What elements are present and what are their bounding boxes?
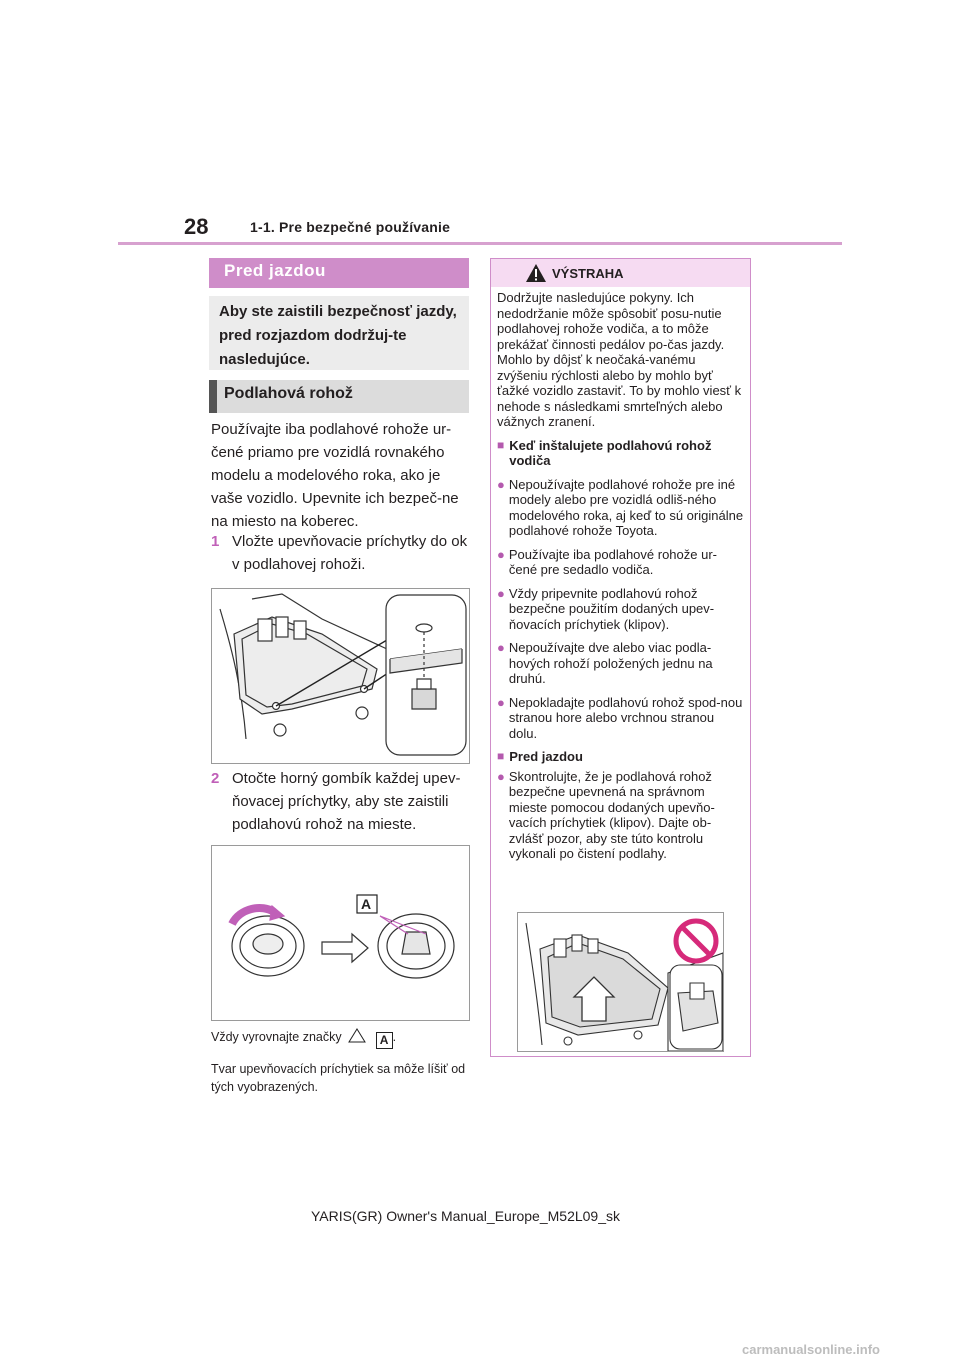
triangle-mark-icon — [348, 1028, 366, 1043]
list-item — [497, 586, 745, 633]
section-heading: Pred jazdou — [224, 261, 326, 280]
circle-bullet-icon: ● — [497, 640, 505, 655]
page-number: 28 — [184, 214, 209, 239]
square-bullet-icon: ■ — [497, 749, 505, 763]
clip-rotation-illustration — [212, 846, 469, 1020]
circle-bullet-icon: ● — [497, 694, 505, 710]
subsection-accent — [209, 380, 217, 413]
figure-floor-mat-clips — [211, 588, 470, 764]
step-1-text: Vložte upevňovacie príchytky do ok v podlahovej rohoži. — [232, 533, 468, 573]
mark-a-label: A — [376, 1032, 393, 1049]
warning-list-2 — [497, 769, 745, 862]
list-item — [497, 695, 745, 742]
warning-triangle-icon — [525, 263, 547, 283]
warning-heading-2-text: Pred jazdou — [509, 749, 583, 764]
step-1-number: 1 — [211, 533, 220, 550]
warning-heading-1-text: Keď inštalujete podlahovú rohož vodiča — [509, 437, 712, 468]
step-2-number: 2 — [211, 770, 220, 787]
warning-heading-2 — [497, 749, 745, 765]
subsection-heading: Podlahová rohož — [224, 385, 353, 402]
list-item — [497, 769, 745, 862]
watermark-text: carmanualsonline.info — [742, 1342, 880, 1357]
figure-prohibited-stacked-mats — [517, 912, 724, 1052]
warning-title: VÝSTRAHA — [552, 266, 624, 281]
intro-text: Aby ste zaistili bezpečnosť jazdy, pred rozjazdom dodržuj-te nasledujúce. — [219, 303, 457, 368]
floor-mat-paragraph: Používajte iba podlahové rohože ur-čené priamo pre vozidlá rovnakého modelu a modelového roka, ako je vaše vozidlo. Upevnite ich bezpeč-ne na miesto na koberec. — [211, 421, 459, 530]
clip-shape-note: Tvar upevňovacích príchytiek sa môže líšiť od tých vyobrazených. — [211, 1062, 466, 1094]
figure-label-a: A — [361, 896, 372, 912]
list-item-text: Používajte iba podlahové rohože ur-čené pre sedadlo vodiča. — [508, 546, 717, 577]
circle-bullet-icon: ● — [497, 476, 505, 492]
list-item-text: Nepoužívajte dve alebo viac podla-hových rohoží položených jednu na druhú. — [508, 640, 713, 686]
warning-heading-1 — [497, 438, 745, 469]
list-item — [497, 477, 745, 539]
figure-clip-rotation — [211, 845, 470, 1021]
prohibited-mat-illustration — [518, 913, 723, 1051]
square-bullet-icon: ■ — [497, 437, 505, 452]
list-item — [497, 640, 745, 687]
circle-bullet-icon: ● — [497, 585, 505, 601]
list-item-text: Nepoužívajte podlahové rohože pre iné modely alebo pre vozidlá odliš-ného modelového roka, aj keď to sú originálne podlahové rohože Toyota. — [508, 476, 744, 538]
header-rule — [118, 242, 842, 245]
warning-intro-text: Dodržujte nasledujúce pokyny. Ich nedodržanie môže spôsobiť posu-nutie podlahovej rohože vodiča, a to môže prekážať činnosti pedálov po-čas jazdy. Mohlo by dôjsť k neočaká-vanému zvýšeniu rýchlosti alebo by mohlo byť ťažké vozidlo zastaviť. To by mohlo viesť k nehode s následkami smrteľných alebo vážnych zranení. — [497, 290, 742, 429]
circle-bullet-icon: ● — [497, 768, 505, 784]
list-item-text: Nepokladajte podlahovú rohož spod-nou stranou hore alebo vrchnou stranou dolu. — [508, 694, 743, 741]
alignment-note-end: . — [392, 1030, 397, 1044]
step-2-text: Otočte horný gombík každej upev-ňovacej príchytky, aby ste zaistili podlahovú rohož na mieste. — [232, 770, 461, 833]
alignment-note-text: Vždy vyrovnajte značky — [211, 1030, 342, 1044]
warning-content — [497, 290, 745, 862]
floor-mat-illustration — [212, 589, 469, 763]
list-item-text: Skontrolujte, že je podlahová rohož bezpečne upevnená na správnom mieste pomocou dodaných upevňo-vacích príchytiek (klipov). Dajte ob-zvlášť pozor, aby ste túto kontrolu vykonali po čistení podlahy. — [508, 768, 715, 861]
footer-text: YARIS(GR) Owner's Manual_Europe_M52L09_sk — [311, 1208, 620, 1224]
warning-list-1 — [497, 477, 745, 742]
section-title: 1-1. Pre bezpečné používanie — [250, 219, 451, 235]
circle-bullet-icon: ● — [497, 546, 505, 562]
alignment-note — [211, 1028, 396, 1049]
list-item-text: Vždy pripevnite podlahovú rohož bezpečne použitím dodaných upev-ňovacích príchytiek (klipov). — [508, 585, 715, 632]
list-item — [497, 547, 745, 578]
